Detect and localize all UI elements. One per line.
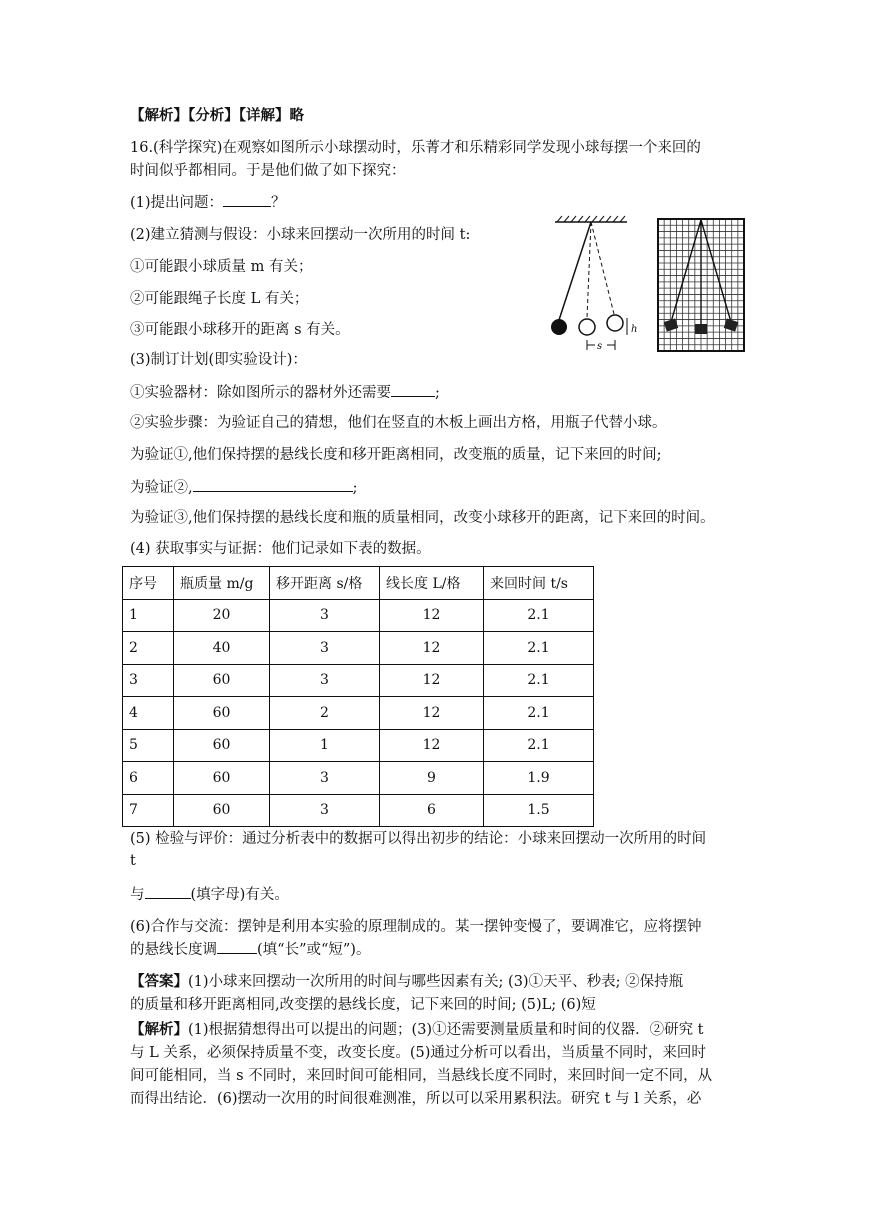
table-cell: 1: [123, 599, 174, 632]
part5-line-3: [130, 884, 289, 905]
question-intro-line-1: 16.(科学探究)在观察如图所示小球摆动时，乐菁才和乐精彩同学发现小球每摆一个来回的: [130, 140, 701, 156]
table-cell: 2.1: [484, 599, 594, 632]
table-cell: 2.1: [484, 664, 594, 697]
table-cell: 60: [174, 697, 270, 730]
part2-prompt: (2)建立猜测与假设：小球来回摆动一次所用的时间 t:: [130, 227, 471, 243]
column-header: 序号: [123, 567, 174, 600]
table-cell: 3: [270, 599, 380, 632]
verify-1: 为验证①,他们保持摆的悬线长度和移开距离相同，改变瓶的质量，记下来回的时间;: [130, 447, 662, 463]
table-cell: 60: [174, 664, 270, 697]
table-cell: 12: [380, 632, 484, 665]
table-cell: 1.5: [484, 794, 594, 827]
table-cell: 60: [174, 794, 270, 827]
table-cell: 12: [380, 729, 484, 762]
part3-prompt: (3)制订计划(即实验设计)：: [130, 352, 307, 368]
hypothesis-1: ①可能跟小球质量 m 有关；: [130, 259, 313, 275]
table-cell: 2.1: [484, 632, 594, 665]
part6-line-1: (6)合作与交流：摆钟是利用本实验的原理制成的。某一摆钟变慢了，要调准它，应将摆钟: [130, 919, 702, 935]
explanation-line-4: 而得出结论．(6)摆动一次用的时间很难测准，所以可以采用累积法。研究 t 与 l 关系，必: [130, 1091, 702, 1107]
table-row: [123, 794, 594, 827]
hypothesis-3: ③可能跟小球移开的距离 s 有关。: [130, 322, 350, 338]
table-cell: 6: [123, 762, 174, 795]
part3-materials: [130, 382, 440, 403]
part3-materials-tail: ;: [435, 385, 440, 401]
table-cell: 12: [380, 697, 484, 730]
part1-answer-blank[interactable]: [223, 192, 271, 207]
part6-suffix: (填“长”或“短”)。: [257, 942, 371, 958]
table-cell: 20: [174, 599, 270, 632]
table-cell: 40: [174, 632, 270, 665]
part6-prefix: 的悬线长度调: [130, 942, 217, 958]
table-cell: 3: [270, 664, 380, 697]
hypothesis-2: ②可能跟绳子长度 L 有关；: [130, 291, 309, 307]
answer-text-1: (1)小球来回摆动一次所用的时间与哪些因素有关; (3)①天平、秒表; ②保持瓶: [188, 974, 684, 990]
table-cell: 2.1: [484, 729, 594, 762]
verify-2-tail: ;: [352, 480, 358, 496]
part5-answer-blank[interactable]: [145, 884, 191, 899]
answer-header: 【答案】: [130, 973, 188, 990]
question-intro-line-2: 时间似乎都相同。于是他们做了如下探究：: [130, 163, 406, 179]
data-table: [122, 566, 594, 827]
table-cell: 2: [123, 632, 174, 665]
grid-board-figure: [657, 218, 747, 354]
verify-2-label: 为验证②,: [130, 480, 193, 496]
analysis-header: 【解析】【分析】【详解】略: [130, 107, 304, 124]
table-cell: 12: [380, 599, 484, 632]
explanation-text-1: (1)根据猜想得出可以提出的问题；(3)①还需要测量质量和时间的仪器．②研究 t: [188, 1022, 704, 1038]
answer-line-2: 的质量和移开距离相同,改变摆的悬线长度，记下来回的时间; (5)L; (6)短: [130, 997, 596, 1013]
part6-answer-blank[interactable]: [217, 939, 257, 954]
part5-line-1: (5) 检验与评价：通过分析表中的数据可以得出初步的结论：小球来回摆动一次所用的时间: [130, 831, 707, 847]
part5-line-2: t: [130, 853, 136, 869]
pendulum-figure: [545, 214, 645, 354]
part1-tail: ？: [271, 195, 286, 211]
explanation-line-2: 与 L 关系，必须保持质量不变，改变长度。(5)通过分析可以看出，当质量不同时，来回时: [130, 1045, 706, 1061]
answer-line-1: [130, 972, 683, 992]
verify-3: 为验证③,他们保持摆的悬线长度和瓶的质量相同，改变小球移开的距离，记下来回的时间。: [130, 510, 715, 526]
distance-label: s: [597, 341, 603, 352]
part1-prompt: [130, 192, 286, 213]
table-cell: 4: [123, 697, 174, 730]
table-cell: 6: [380, 794, 484, 827]
part5-prefix: 与: [130, 887, 145, 903]
column-header: 瓶质量 m/g: [174, 567, 270, 600]
table-cell: 3: [123, 664, 174, 697]
explanation-line-3: 间可能相同，当 s 不同时，来回时间可能相同，当悬线长度不同时，来回时间一定不同，从: [130, 1068, 713, 1084]
table-cell: 9: [380, 762, 484, 795]
verify-2: [130, 477, 358, 498]
table-cell: 1.9: [484, 762, 594, 795]
table-cell: 60: [174, 729, 270, 762]
table-cell: 2: [270, 697, 380, 730]
table-row: [123, 762, 594, 795]
table-cell: 3: [270, 762, 380, 795]
part6-line-2: [130, 939, 370, 960]
table-header-row: [123, 567, 594, 600]
part3-materials-label: ①实验器材：除如图所示的器材外还需要: [130, 385, 391, 401]
explanation-line-1: [130, 1020, 704, 1040]
table-cell: 3: [270, 632, 380, 665]
table-cell: 1: [270, 729, 380, 762]
column-header: 线长度 L/格: [380, 567, 484, 600]
part5-suffix: (填字母)有关。: [190, 887, 289, 903]
table-cell: 2.1: [484, 697, 594, 730]
table-row: [123, 599, 594, 632]
height-label: h: [631, 324, 638, 335]
materials-answer-blank[interactable]: [391, 382, 435, 397]
table-row: [123, 664, 594, 697]
table-cell: 7: [123, 794, 174, 827]
table-cell: 5: [123, 729, 174, 762]
part3-steps: ②实验步骤：为验证自己的猜想，他们在竖直的木板上画出方格，用瓶子代替小球。: [130, 415, 667, 431]
table-row: [123, 729, 594, 762]
table-cell: 12: [380, 664, 484, 697]
table-row: [123, 697, 594, 730]
verify-2-answer-blank[interactable]: [193, 477, 353, 492]
part4-prompt: (4) 获取事实与证据：他们记录如下表的数据。: [130, 541, 431, 557]
explanation-header: 【解析】: [130, 1021, 188, 1038]
table-cell: 3: [270, 794, 380, 827]
column-header: 来回时间 t/s: [484, 567, 594, 600]
part1-label: (1)提出问题：: [130, 195, 224, 211]
table-row: [123, 632, 594, 665]
column-header: 移开距离 s/格: [270, 567, 380, 600]
table-cell: 60: [174, 762, 270, 795]
